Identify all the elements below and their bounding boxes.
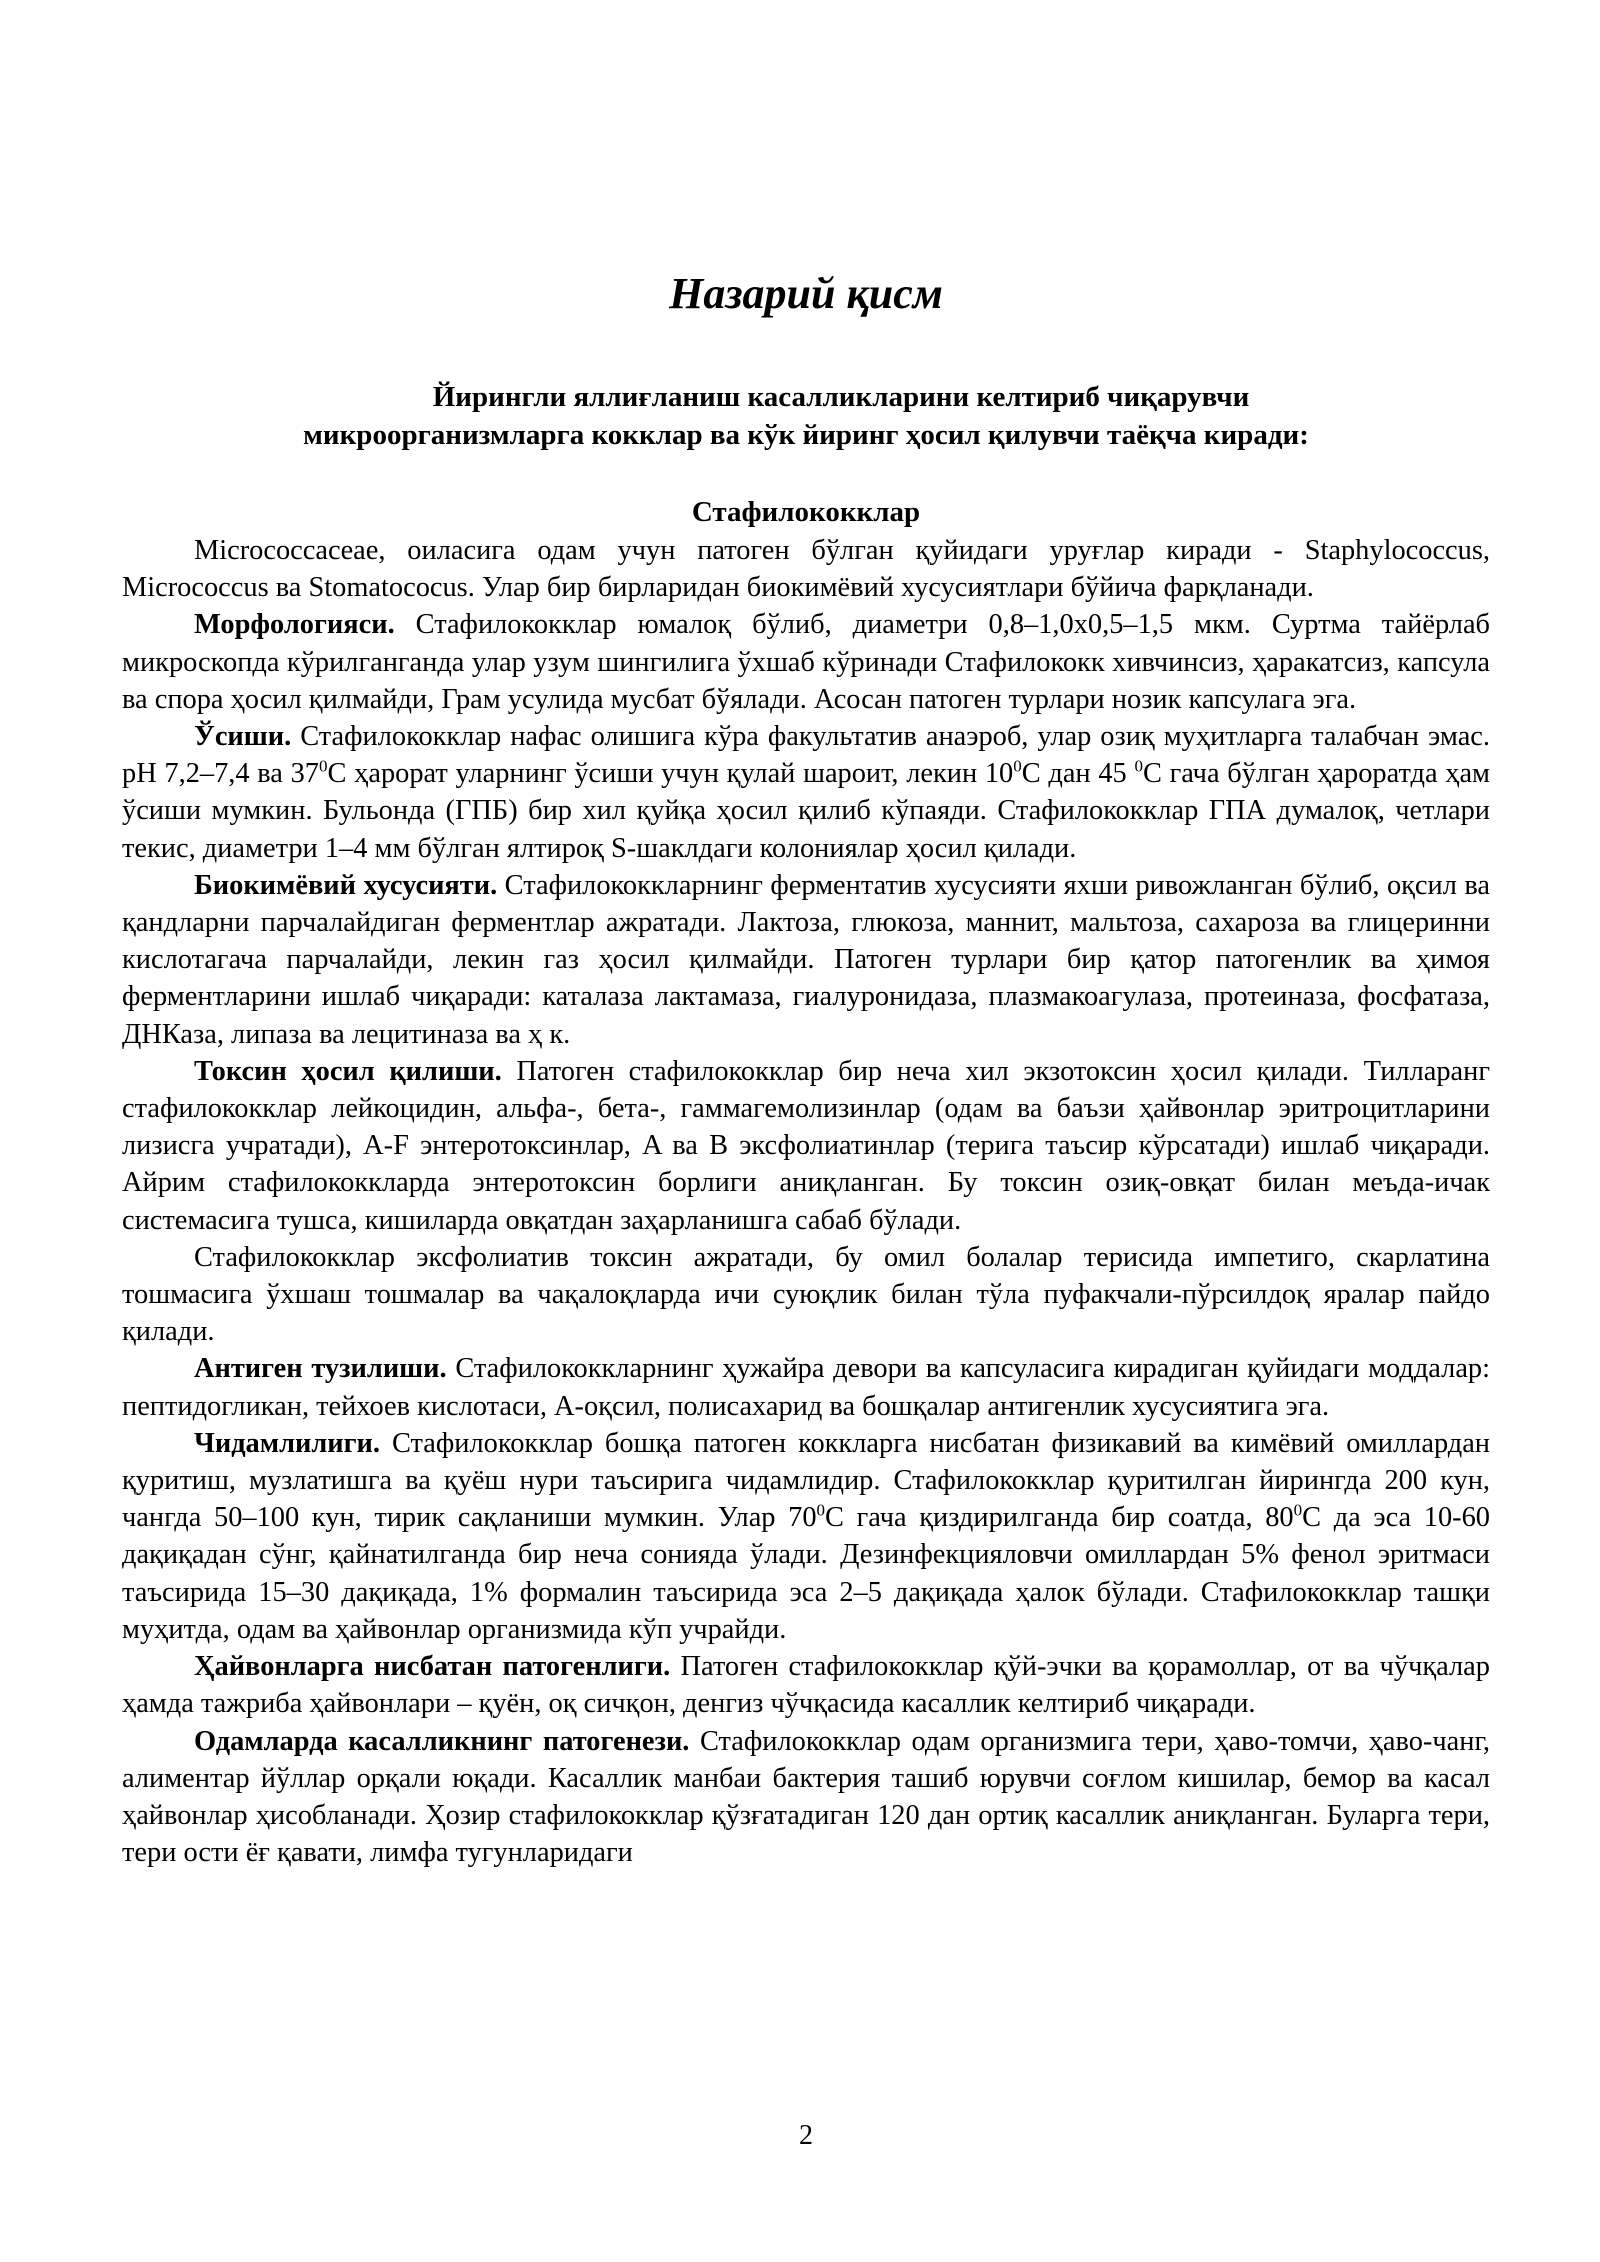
paragraph-text: Патоген стафилококклар бир неча хил экзотоксин ҳосил қилади. Тилларанг стафилококклар лейкоцидин, альфа-, бета-, гаммагемолизинлар (одам ва баъзи ҳайвонлар эритроцитларини лизисга учратади), A-F энтеротоксинлар, A ва B эксфолиатинлар (терига таъсир кўрсатади) ишлаб чиқаради. Айрим стафилококкларда энтеротоксин борлиги аниқланган. Бу токсин озиқ-овқат билан меъда-ичак системасига тушса, кишиларда овқатдан заҳарланишга сабаб бўлади. [122,1055,1490,1236]
paragraph-heading: Морфологияси. [194,609,395,641]
body-text [122,532,1490,1871]
paragraph-antigen [122,1350,1490,1424]
paragraph-text: Micrococcaceae, оиласига одам учун патоген бўлган қуйидаги уруғлар киради - Staphylococcus, Micrococcus ва Stomatococus. Улар бир бирларидан биокимёвий хусусиятлари бўйича фарқланади. [122,535,1490,604]
paragraph-heading: Токсин ҳосил қилиши. [194,1055,502,1087]
paragraph-resistance [122,1425,1490,1648]
paragraph-text: С гача бўлган ҳароратда ҳам ўсиши мумкин. Бульонда (ГПБ) бир хил қуйқа ҳосил қилиб кўпаяди. Стафилококклар ГПА думалоқ, четлари текис, диаметри 1–4 мм бўлган ялтироқ S-шаклдаги колониялар ҳосил қилади. [122,758,1491,864]
paragraph-text: Стафилококкларнинг ҳужайра девори ва капсуласига кирадиган қуйидаги моддалар: пептидогликан, тейхоев кислотаси, А-оқсил, полисахарид ва бошқалар антигенлик хусусиятига эга. [122,1353,1491,1422]
paragraph-heading: Чидамлилиги. [194,1427,381,1459]
paragraph-text: С да эса 10-60 дақиқадан сўнг, қайнатилганда бир неча сонияда ўлади. Дезинфекцияловчи омиллардан 5% фенол эритмаси таъсирида 15–30 дақиқада, 1% формалин таъсирида эса 2–5 дақиқада ҳалок бўлади. Стафилококклар ташқи муҳитда, одам ва ҳайвонлар организмида кўп учрайди. [122,1502,1490,1645]
paragraph-text: Патоген стафилококклар қўй-эчки ва қорамоллар, от ва чўчқалар ҳамда тажриба ҳайвонлари – қуён, оқ сичқон, денгиз чўчқасида касаллик келтириб чиқаради. [122,1651,1490,1720]
subtitle-line-2: микроорганизмларга кокклар ва кўк йиринг ҳосил қилувчи таёқча киради: [303,419,1309,451]
paragraph-heading: Ҳайвонларга нисбатан патогенлиги. [194,1651,671,1683]
paragraph-text: С дан 45 [1021,758,1135,790]
paragraph-text: Стафилококкларнинг ферментатив хусусияти яхши ривожланган бўлиб, оқсил ва қандларни парчалайдиган ферментлар ажратади. Лактоза, глюкоза, маннит, мальтоза, сахароза ва глицеринни кислотагача парчалайди, лекин газ ҳосил қилмайди. Патоген турлари бир қатор патогенлик ва ҳимоя ферментларини ишлаб чиқаради: каталаза лактамаза, гиалуронидаза, плазмакоагулаза, протеиназа, фосфатаза, ДНКаза, липаза ва лецитиназа ва ҳ к. [122,869,1490,1050]
paragraph-toxin [122,1053,1490,1239]
paragraph-text: С ҳарорат уларнинг ўсиши учун қулай шароит, лекин 10 [327,758,1014,790]
paragraph-heading: Ўсиши. [194,721,292,753]
paragraph-biochemical [122,867,1490,1053]
paragraph-growth [122,718,1490,867]
paragraph-text: Стафилококклар юмалоқ бўлиб, диаметри 0,8–1,0х0,5–1,5 мкм. Суртма тайёрлаб микроскопда кўрилганганда улар узум шингилига ўхшаб кўринади Стафилококк хивчинсиз, ҳаракатсиз, капсула ва спора ҳосил қилмайди, Грам усулида мусбат бўялади. Асосан патоген турлари нозик капсулага эга. [122,609,1490,715]
paragraph-text: Стафилококклар эксфолиатив токсин ажратади, бу омил болалар терисида импетиго, скарлатина тошмасига ўхшаш тошмалар ва чақалоқларда ичи суюқлик билан тўла пуфакчали-пўрсилдоқ яралар пайдо қилади. [122,1241,1490,1348]
paragraph-text: Стафилококклар одам организмига тери, ҳаво-томчи, ҳаво-чанг, алиментар йўллар орқали юқади. Касаллик манбаи бактерия ташиб юрувчи соғлом кишилар, бемор ва касал ҳайвонлар ҳисобланади. Ҳозир стафилококклар қўзғатадиган 120 дан ортиқ касаллик аниқланган. Буларга тери, тери ости ёғ қавати, лимфа тугунларидаги [122,1725,1490,1869]
page-title: Назарий қисм [669,269,943,318]
paragraph-text: Стафилококклар бошқа патоген коккларга нисбатан физикавий ва кимёвий омиллардан қуритиш, музлатишга ва қуёш нури таъсирига чидамлидир. Стафилококклар қуритилган йирингда 200 кун, чангда 50–100 кун, тирик сақланиши мумкин. Улар 70 [122,1427,1490,1534]
paragraph-human-pathogenesis [122,1723,1490,1872]
degree-superscript: 0 [319,756,328,776]
paragraph-exfoliative [122,1239,1490,1351]
degree-superscript: 0 [1293,1500,1303,1520]
paragraph-animal-pathogenicity [122,1648,1490,1722]
page-number: 2 [799,2120,813,2151]
paragraph-heading: Биокимёвий хусусияти. [194,869,498,901]
degree-superscript: 0 [1134,756,1143,776]
paragraph-heading: Антиген тузилиши. [194,1353,447,1385]
subtitle [122,378,1490,454]
subtitle-line-1: Йирингли яллиғланиш касалликларини келтириб чиқарувчи [432,381,1250,413]
paragraph-text: Стафилококклар нафас олишига кўра факультатив анаэроб, улар озиқ муҳитларга талабчан эмас. рН 7,2–7,4 ва 37 [122,721,1490,790]
paragraph-text: С гача қиздирилганда бир соатда, 80 [825,1502,1294,1534]
paragraph-intro [122,532,1490,606]
section-heading: Стафилококклар [691,496,921,528]
paragraph-morphology [122,606,1490,718]
degree-superscript: 0 [1013,756,1022,776]
degree-superscript: 0 [816,1500,826,1520]
paragraph-heading: Одамларда касалликнинг патогенези. [194,1725,690,1757]
